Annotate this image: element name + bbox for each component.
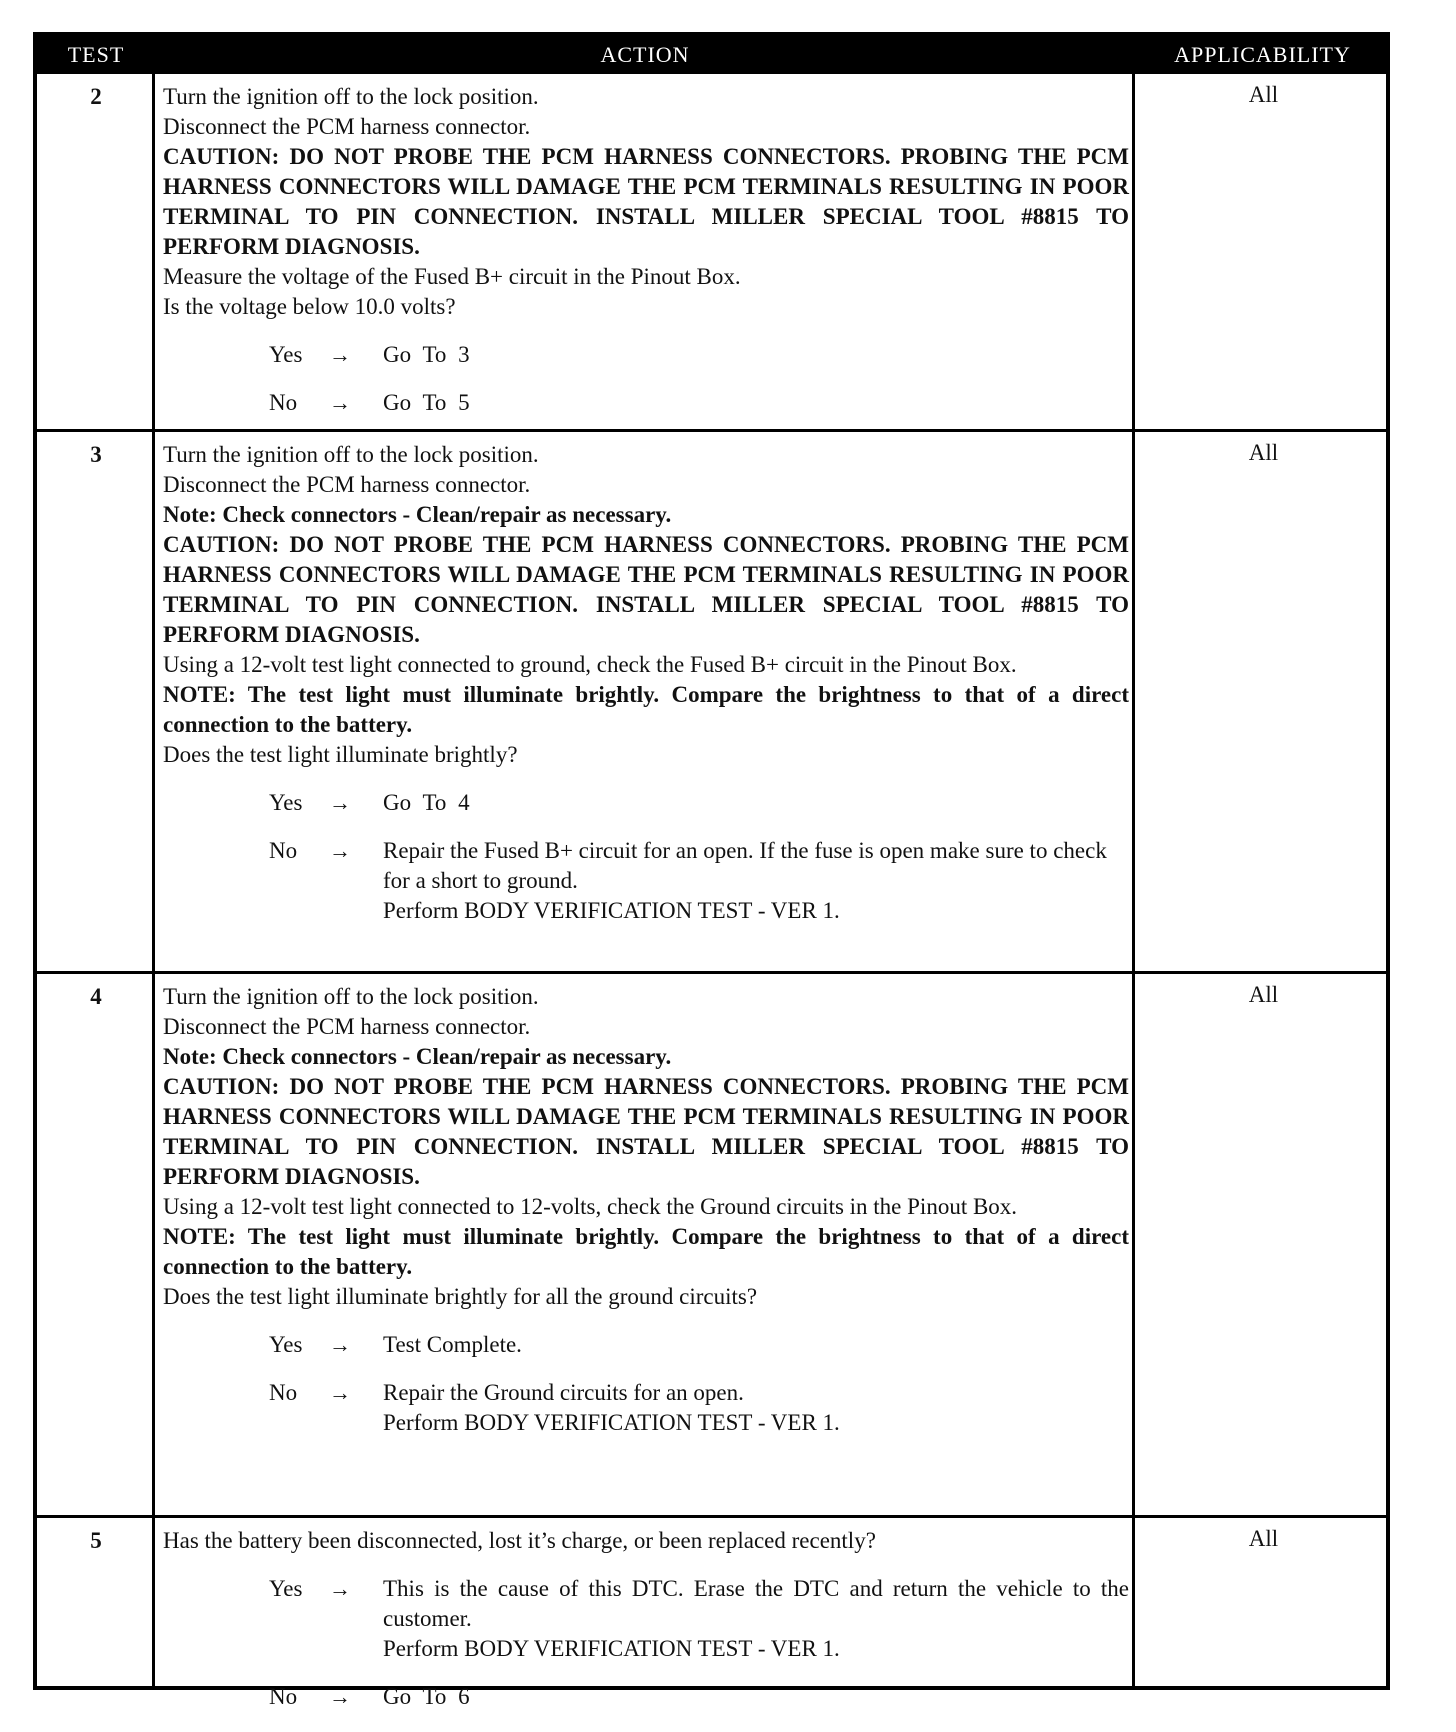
result-no xyxy=(163,1682,1129,1712)
arrow-right-icon: → xyxy=(329,1684,351,1709)
applicability-value: All xyxy=(1248,982,1279,1007)
yes-label: Yes xyxy=(269,342,303,367)
arrow-right-icon: → xyxy=(329,1380,351,1405)
arrow-right-icon: → xyxy=(329,342,351,367)
no-label: No xyxy=(269,1380,298,1405)
result-yes xyxy=(163,1574,1129,1664)
instruction: Turn the ignition off to the lock position. xyxy=(163,984,539,1009)
test-number: 3 xyxy=(90,442,102,467)
result-no xyxy=(163,836,1129,926)
yes-label: Yes xyxy=(269,1576,303,1601)
arrow-right-icon: → xyxy=(329,1576,351,1601)
note-text: NOTE: The test light must illuminate brightly. Compare the brightness to that of a direct connection to the battery. xyxy=(163,1224,1129,1279)
no-label: No xyxy=(269,838,298,863)
table-row xyxy=(37,1518,1386,1709)
result-text: Test Complete. xyxy=(383,1332,522,1357)
action-cell xyxy=(163,82,1129,418)
result-text: Repair the Ground circuits for an open. xyxy=(383,1380,744,1405)
table-row xyxy=(37,432,1386,971)
instruction: Disconnect the PCM harness connector. xyxy=(163,1014,531,1039)
arrow-right-icon: → xyxy=(329,790,351,815)
instruction: Using a 12-volt test light connected to ground, check the Fused B+ circuit in the Pinout Box. xyxy=(163,652,1017,677)
result-text: Perform BODY VERIFICATION TEST - VER 1. xyxy=(383,1410,840,1435)
note-text: Note: Check connectors - Clean/repair as necessary. xyxy=(163,502,672,527)
applicability-value: All xyxy=(1248,82,1279,107)
instruction: Measure the voltage of the Fused B+ circuit in the Pinout Box. xyxy=(163,264,741,289)
applicability-value: All xyxy=(1248,1526,1279,1551)
result-no xyxy=(163,1378,1129,1438)
result-yes xyxy=(163,340,1129,370)
question: Has the battery been disconnected, lost it’s charge, or been replaced recently? xyxy=(163,1528,876,1553)
table-row xyxy=(37,74,1386,429)
header-test: TEST xyxy=(67,42,125,67)
result-text: Go To 5 xyxy=(383,390,470,415)
applicability-value: All xyxy=(1248,440,1279,465)
instruction: Turn the ignition off to the lock position. xyxy=(163,84,539,109)
result-no xyxy=(163,388,1129,418)
result-text: Go To 3 xyxy=(383,342,470,367)
yes-label: Yes xyxy=(269,1332,303,1357)
instruction: Disconnect the PCM harness connector. xyxy=(163,114,531,139)
header-applicability: APPLICABILITY xyxy=(1174,42,1351,67)
question: Does the test light illuminate brightly? xyxy=(163,742,518,767)
result-text: This is the cause of this DTC. Erase the DTC and return the vehicle to the customer. xyxy=(383,1576,1129,1631)
instruction: Turn the ignition off to the lock position. xyxy=(163,442,539,467)
test-number: 4 xyxy=(90,984,102,1009)
result-yes xyxy=(163,1330,1129,1360)
caution-text: CAUTION: DO NOT PROBE THE PCM HARNESS CONNECTORS. PROBING THE PCM HARNESS CONNECTORS WILL DAMAGE THE PCM TERMINALS RESULTING IN POOR TERMINAL TO PIN CONNECTION. INSTALL MILLER SPECIAL TOOL #8815 TO PERFORM DIAGNOSIS. xyxy=(163,532,1129,647)
note-text: NOTE: The test light must illuminate brightly. Compare the brightness to that of a direct connection to the battery. xyxy=(163,682,1129,737)
table-header xyxy=(37,36,1386,74)
instruction: Disconnect the PCM harness connector. xyxy=(163,472,531,497)
test-number: 2 xyxy=(90,84,102,109)
no-label: No xyxy=(269,390,298,415)
no-label: No xyxy=(269,1684,298,1709)
caution-text: CAUTION: DO NOT PROBE THE PCM HARNESS CONNECTORS. PROBING THE PCM HARNESS CONNECTORS WILL DAMAGE THE PCM TERMINALS RESULTING IN POOR TERMINAL TO PIN CONNECTION. INSTALL MILLER SPECIAL TOOL #8815 TO PERFORM DIAGNOSIS. xyxy=(163,144,1129,259)
yes-label: Yes xyxy=(269,790,303,815)
table-row xyxy=(37,974,1386,1515)
result-text: Go To 6 xyxy=(383,1684,470,1709)
action-cell xyxy=(163,982,1129,1438)
test-number: 5 xyxy=(90,1528,102,1553)
caution-text: CAUTION: DO NOT PROBE THE PCM HARNESS CONNECTORS. PROBING THE PCM HARNESS CONNECTORS WILL DAMAGE THE PCM TERMINALS RESULTING IN POOR TERMINAL TO PIN CONNECTION. INSTALL MILLER SPECIAL TOOL #8815 TO PERFORM DIAGNOSIS. xyxy=(163,1074,1129,1189)
question: Does the test light illuminate brightly for all the ground circuits? xyxy=(163,1284,758,1309)
action-cell xyxy=(163,1526,1129,1712)
result-text: Perform BODY VERIFICATION TEST - VER 1. xyxy=(383,898,840,923)
arrow-right-icon: → xyxy=(329,838,351,863)
instruction: Using a 12-volt test light connected to 12-volts, check the Ground circuits in the Pinout Box. xyxy=(163,1194,1018,1219)
result-text: Go To 4 xyxy=(383,790,470,815)
diagnostic-table xyxy=(33,32,1390,1709)
arrow-right-icon: → xyxy=(329,390,351,415)
arrow-right-icon: → xyxy=(329,1332,351,1357)
note-text: Note: Check connectors - Clean/repair as necessary. xyxy=(163,1044,672,1069)
result-text: Repair the Fused B+ circuit for an open. If the fuse is open make sure to check for a short to ground. xyxy=(383,838,1107,893)
action-cell xyxy=(163,440,1129,926)
question: Is the voltage below 10.0 volts? xyxy=(163,294,456,319)
result-yes xyxy=(163,788,1129,818)
result-text: Perform BODY VERIFICATION TEST - VER 1. xyxy=(383,1636,840,1661)
header-action: ACTION xyxy=(600,42,690,67)
